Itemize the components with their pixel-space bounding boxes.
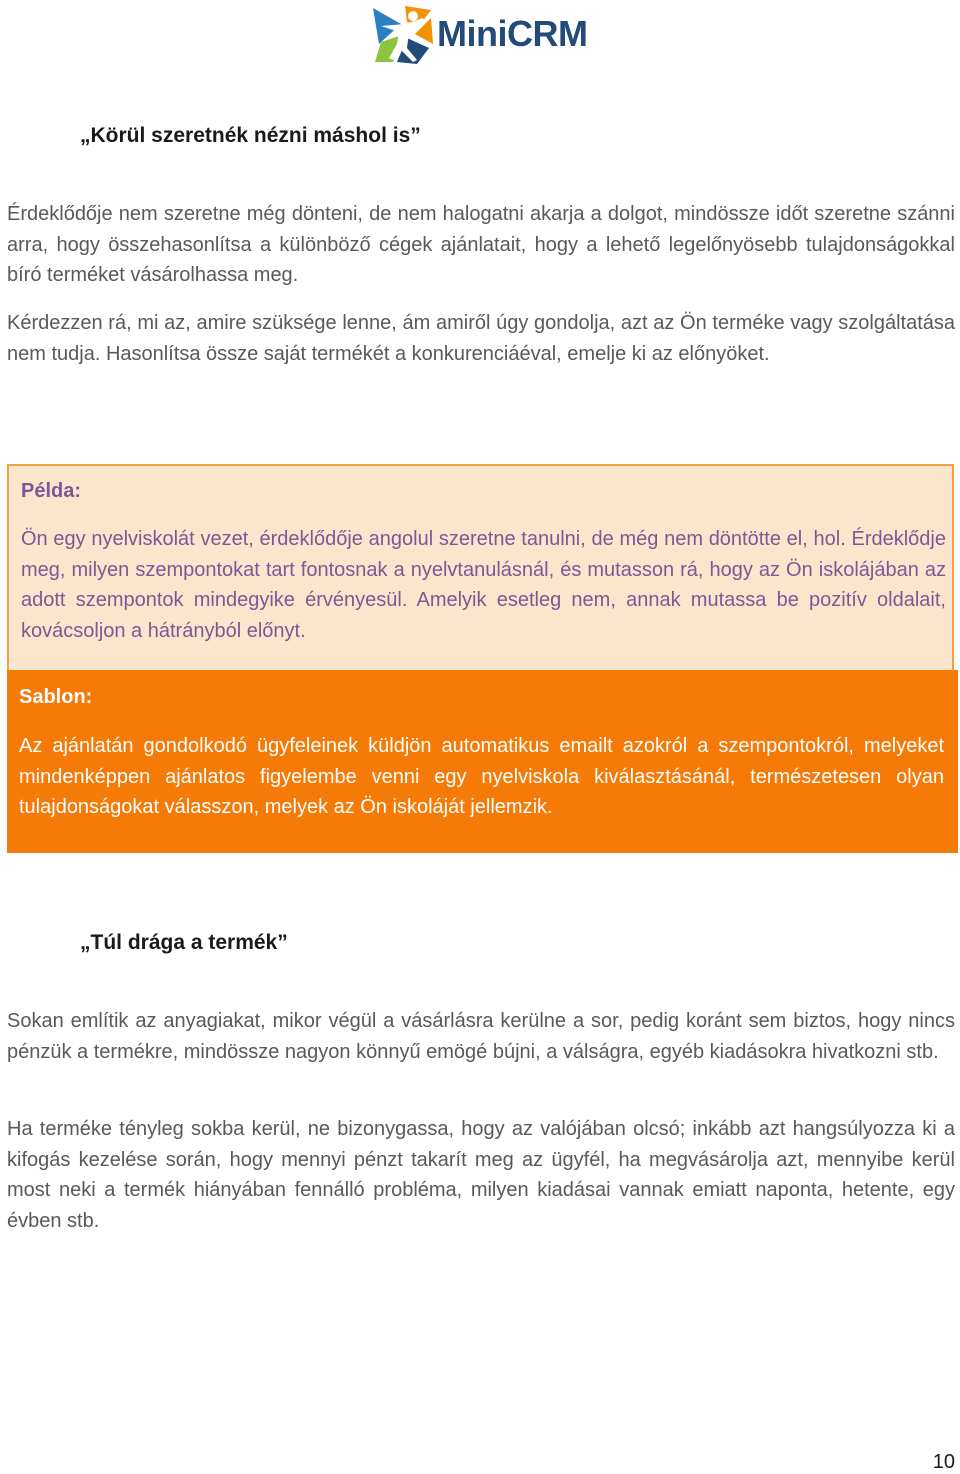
paragraph: Kérdezzen rá, mi az, amire szüksége lenne, ám amiről úgy gondolja, azt az Ön terméke vagy szolgáltatása nem tudja. Hasonlítsa össze saját termékét a konkurenciáéval, emelje ki az előnyöket. bbox=[7, 312, 955, 365]
template-label: Sablon: bbox=[19, 686, 93, 708]
minicrm-logo-icon bbox=[371, 4, 433, 64]
example-label: Példa: bbox=[21, 480, 82, 502]
logo-text: MiniCRM bbox=[437, 13, 588, 54]
template-text: Az ajánlatán gondolkodó ügyfeleinek küldjön automatikus emailt azokról a szempontokról, melyeket mindenképpen ajánlatos figyelembe venni egy nyelviskola kiválasztásánál, természetesen olyan tulajdonságokat válasszon, melyek az Ön iskoláját jellemzik. bbox=[19, 735, 944, 818]
example-text: Ön egy nyelviskolát vezet, érdeklődője angolul szeretne tanulni, de még nem döntötte el, hol. Érdeklődje meg, milyen szempontokat tart fontosnak a nyelvtanulásnál, és mutasson rá, hogy az Ön iskolájában az adott szempontok mindegyike érvényesül. Amelyik esetleg nem, annak mutassa be pozitív oldalait, kovácsoljon a hátrányból előnyt. bbox=[21, 528, 946, 642]
minicrm-logo bbox=[371, 4, 587, 64]
paragraph: Ha terméke tényleg sokba kerül, ne bizonygassa, hogy az valójában olcsó; inkább azt hangsúlyozza ki a kifogás kezelése során, hogy mennyi pénzt takarít meg az ügyfél, ha megvásárolja azt, mennyibe kerül most neki a termék hiányában fennálló probléma, milyen kiadásai vannak emiatt naponta, hetente, egy évben stb. bbox=[7, 1118, 955, 1232]
template-box bbox=[7, 670, 958, 853]
paragraph: Sokan említik az anyagiakat, mikor végül a vásárlásra kerülne a sor, pedig koránt sem biztos, hogy nincs pénzük a termékre, mindössze nagyon könnyű emögé bújni, a válságra, egyéb kiadásokra hivatkozni stb. bbox=[7, 1010, 955, 1063]
section-heading-too-expensive: „Túl drága a termék” bbox=[80, 931, 288, 954]
page-number: 10 bbox=[932, 1451, 955, 1473]
section-heading-look-elsewhere: „Körül szeretnék nézni máshol is” bbox=[80, 124, 421, 147]
example-box bbox=[7, 464, 954, 670]
paragraph: Érdeklődője nem szeretne még dönteni, de nem halogatni akarja a dolgot, mindössze időt szeretne szánni arra, hogy összehasonlítsa a különböző cégek ajánlatait, hogy a lehető legelőnyösebb tulajdonságokkal bíró terméket vásárolhassa meg. bbox=[7, 203, 955, 286]
